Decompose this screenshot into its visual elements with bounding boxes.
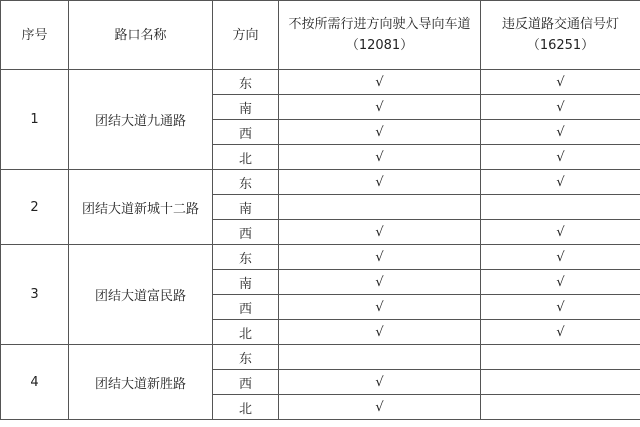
header-row — [1, 1, 640, 70]
table-row — [1, 245, 640, 270]
signal-violation-cell: √ — [481, 95, 640, 120]
table-row — [1, 345, 640, 370]
signal-violation-cell: √ — [481, 295, 640, 320]
signal-violation-cell — [481, 195, 640, 220]
signal-violation-cell: √ — [481, 170, 640, 195]
signal-violation-cell — [481, 395, 640, 420]
signal-violation-cell: √ — [481, 145, 640, 170]
header-signal-violation-code: （16251） — [526, 38, 595, 53]
seq-cell: 2 — [1, 170, 69, 245]
wrong-lane-cell — [279, 195, 481, 220]
direction-cell: 北 — [213, 145, 279, 170]
signal-violation-cell: √ — [481, 220, 640, 245]
direction-cell: 西 — [213, 370, 279, 395]
wrong-lane-cell: √ — [279, 220, 481, 245]
wrong-lane-cell — [279, 345, 481, 370]
wrong-lane-cell: √ — [279, 395, 481, 420]
seq-cell: 4 — [1, 345, 69, 420]
wrong-lane-cell: √ — [279, 270, 481, 295]
signal-violation-cell: √ — [481, 245, 640, 270]
intersection-name-cell: 团结大道富民路 — [69, 245, 213, 345]
wrong-lane-cell: √ — [279, 95, 481, 120]
wrong-lane-cell: √ — [279, 320, 481, 345]
wrong-lane-cell: √ — [279, 370, 481, 395]
direction-cell: 西 — [213, 120, 279, 145]
wrong-lane-cell: √ — [279, 245, 481, 270]
signal-violation-cell: √ — [481, 120, 640, 145]
direction-cell: 南 — [213, 270, 279, 295]
direction-cell: 东 — [213, 170, 279, 195]
header-seq: 序号 — [1, 1, 69, 70]
signal-violation-cell — [481, 345, 640, 370]
header-wrong-lane — [279, 1, 481, 70]
table-row — [1, 170, 640, 195]
direction-cell: 西 — [213, 220, 279, 245]
direction-cell: 西 — [213, 295, 279, 320]
header-wrong-lane-title: 不按所需行进方向驶入导向车道 — [288, 17, 471, 32]
header-direction: 方向 — [213, 1, 279, 70]
direction-cell: 东 — [213, 70, 279, 95]
seq-cell: 1 — [1, 70, 69, 170]
wrong-lane-cell: √ — [279, 120, 481, 145]
wrong-lane-cell: √ — [279, 145, 481, 170]
header-signal-violation — [481, 1, 640, 70]
table-row — [1, 70, 640, 95]
direction-cell: 南 — [213, 195, 279, 220]
header-name: 路口名称 — [69, 1, 213, 70]
signal-violation-cell: √ — [481, 320, 640, 345]
direction-cell: 南 — [213, 95, 279, 120]
seq-cell: 3 — [1, 245, 69, 345]
signal-violation-cell — [481, 370, 640, 395]
direction-cell: 北 — [213, 395, 279, 420]
intersection-name-cell: 团结大道新城十二路 — [69, 170, 213, 245]
header-signal-violation-title: 违反道路交通信号灯 — [501, 17, 619, 32]
wrong-lane-cell: √ — [279, 295, 481, 320]
direction-cell: 东 — [213, 245, 279, 270]
intersection-name-cell: 团结大道新胜路 — [69, 345, 213, 420]
signal-violation-cell: √ — [481, 270, 640, 295]
wrong-lane-cell: √ — [279, 170, 481, 195]
wrong-lane-cell: √ — [279, 70, 481, 95]
header-wrong-lane-code: （12081） — [345, 38, 414, 53]
direction-cell: 北 — [213, 320, 279, 345]
signal-violation-cell: √ — [481, 70, 640, 95]
direction-cell: 东 — [213, 345, 279, 370]
intersection-name-cell: 团结大道九通路 — [69, 70, 213, 170]
